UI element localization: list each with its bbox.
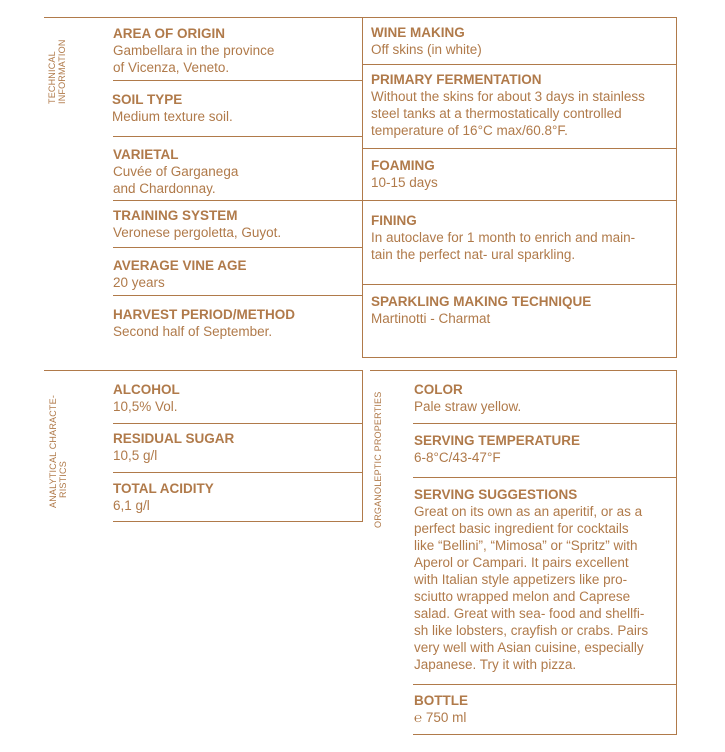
row-divider xyxy=(362,148,677,149)
row-divider xyxy=(362,64,677,65)
technical-bottom-rule xyxy=(362,357,677,358)
technical-right-border xyxy=(676,17,677,357)
color: COLOR Pale straw yellow. xyxy=(414,382,522,414)
harvest-period-method: HARVEST PERIOD/METHOD Second half of September. xyxy=(113,307,296,339)
alcohol: ALCOHOL 10,5% Vol. xyxy=(113,382,180,414)
row-divider xyxy=(413,684,676,685)
residual-sugar: RESIDUAL SUGAR 10,5 g/l xyxy=(113,431,235,463)
organoleptic-bottom-rule xyxy=(413,734,677,735)
row-divider xyxy=(113,295,362,296)
total-acidity: TOTAL ACIDITY 6,1 g/l xyxy=(113,481,214,513)
row-divider xyxy=(413,477,676,478)
varietal: VARIETAL Cuvée of Garganega and Chardonnay. xyxy=(113,147,239,196)
row-divider xyxy=(113,423,362,424)
serving-temperature: SERVING TEMPERATURE 6-8°C/43-47°F xyxy=(414,433,581,465)
row-divider xyxy=(413,423,676,424)
row-divider xyxy=(113,200,362,201)
analytical-right-border xyxy=(362,370,363,522)
row-divider xyxy=(113,247,362,248)
row-divider xyxy=(113,136,362,137)
foaming: FOAMING 10-15 days xyxy=(371,158,438,190)
technical-column-divider xyxy=(362,17,363,357)
training-system: TRAINING SYSTEM Veronese pergoletta, Guyot. xyxy=(113,208,282,240)
wine-making: WINE MAKING Off skins (in white) xyxy=(371,25,482,57)
organoleptic-section-label: ORGANOLEPTIC PROPERTIES xyxy=(373,391,383,528)
analytical-bottom-rule xyxy=(113,521,363,522)
row-divider xyxy=(113,472,362,473)
organoleptic-right-border xyxy=(676,370,677,735)
technical-top-rule xyxy=(44,17,676,18)
bottle: BOTTLE ℮ 750 ml xyxy=(414,693,468,725)
sparkling-making-technique: SPARKLING MAKING TECHNIQUE Martinotti - Charmat xyxy=(371,294,592,326)
row-divider xyxy=(362,200,677,201)
fining: FINING In autoclave for 1 month to enrich and main- tain the perfect nat- ural sparkling. xyxy=(371,213,636,262)
organoleptic-top-rule xyxy=(370,370,677,371)
analytical-top-rule xyxy=(44,370,362,371)
serving-suggestions: SERVING SUGGESTIONS Great on its own as an aperitif, or as a perfect basic ingredient for cocktails like “Bellini”, “Mimosa” or “Spritz” with Aperol or Campari. It pairs excellent with Italian style appetizers like pro- sciutto wrapped melon and Caprese salad. Great with sea- food and shellfi- sh like lobsters, crayfish or crabs. Pairs very well with Asian cuisine, especially Japanese. Try it with pizza. xyxy=(414,487,649,672)
area-of-origin: AREA OF ORIGIN Gambellara in the province of Vicenza, Veneto. xyxy=(113,26,275,75)
row-divider xyxy=(362,284,677,285)
soil-type: SOIL TYPE Medium texture soil. xyxy=(112,92,233,124)
primary-fermentation: PRIMARY FERMENTATION Without the skins for about 3 days in stainless steel tanks at a thermostatically controlled temperature of 16°C max/60.8°F. xyxy=(371,72,645,138)
row-divider xyxy=(113,80,362,81)
average-vine-age: AVERAGE VINE AGE 20 years xyxy=(113,258,247,290)
technical-section-label: TECHNICAL INFORMATION xyxy=(47,39,67,104)
analytical-section-label: ANALYTICAL CHARACTE- RISTICS xyxy=(48,394,68,508)
